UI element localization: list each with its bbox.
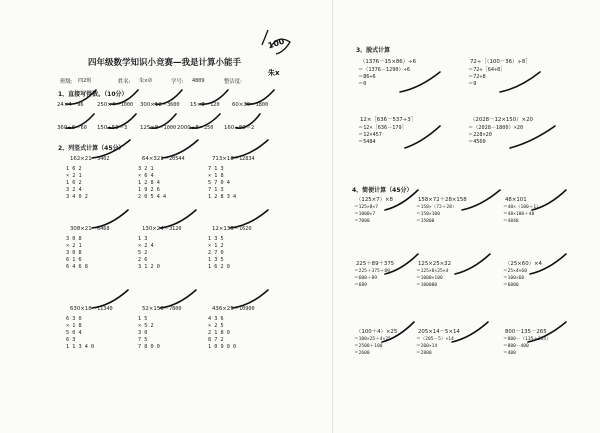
class-value: 四2班 (78, 78, 92, 84)
s2-question: 64×321＝20544 (142, 156, 185, 162)
s2-work-line: × 5 2 (138, 323, 154, 329)
check-mark-stroke (510, 126, 555, 148)
s4-work-line: ＝1000×100 (416, 276, 443, 281)
s2-work-line: 6 3 (66, 337, 76, 343)
s1-item-3: 300×12＝3600 (140, 102, 180, 108)
check-mark-stroke (160, 290, 196, 308)
s2-work-line: 3 0 (138, 330, 148, 336)
s2-work-line: 1 6 2 (66, 180, 82, 186)
s2-work-line: × 2 5 (208, 323, 224, 329)
s2-work-line: 3 2 1 (138, 166, 154, 172)
s4-work-line: ＝689 (354, 283, 367, 288)
grader-scribble (262, 30, 290, 54)
s4-work-line: ＝100000 (416, 283, 438, 288)
name-label: 姓名: (118, 79, 131, 85)
s2-work-line: 2 1 8 0 (208, 330, 230, 336)
s4-work-line: ＝125×8×7 (354, 205, 378, 210)
s2-work-line: 6 1 6 (66, 257, 82, 263)
s2-work-line: 5 7 0 4 (208, 180, 230, 186)
s2-work-line: 6 4 6 8 (66, 264, 88, 270)
grader-initial: 朱x (268, 69, 280, 77)
check-mark-stroke (385, 254, 418, 274)
s2-work-line: 1 3 5 (208, 257, 224, 263)
s1-item-5: 60×30＝1800 (232, 102, 269, 108)
score-mark: 100 (266, 36, 286, 51)
s4-work-line: ＝158×（72＋28） (416, 205, 457, 210)
s1-item-7: 150÷50＝3 (97, 125, 128, 131)
check-mark-stroke (92, 290, 128, 308)
s2-work-line: 2 0 5 4 4 (138, 194, 167, 200)
check-mark-stroke (66, 114, 94, 128)
s3-question: （2028－12×150）×20 (470, 117, 533, 123)
s4-work-line: ＝7000 (354, 219, 370, 224)
s2-work-line: 3 4 0 2 (66, 194, 88, 200)
check-mark-stroke (162, 140, 198, 158)
name-value: 朱x章 (139, 78, 153, 84)
check-mark-stroke (190, 114, 220, 128)
check-mark-stroke (382, 322, 414, 342)
s2-work-line: 2 7 0 (208, 250, 224, 256)
check-mark-stroke (232, 290, 268, 308)
s3-work-line: ＝72÷［64÷8］ (468, 67, 506, 73)
s3-work-line: ＝5484 (358, 139, 376, 145)
s2-work-line: 8 7 2 (208, 337, 224, 343)
s2-work-line: 7 1 3 (208, 187, 224, 193)
s2-work-line: 5 2 (138, 250, 148, 256)
s4-question: 48×101 (505, 197, 527, 203)
s2-work-line: 1 2 8 4 (138, 180, 160, 186)
s2-work-line: × 6 4 (138, 173, 154, 179)
s1-item-8: 125×8＝1000 (140, 125, 177, 131)
s1-item-2: 250×4＝1000 (97, 102, 134, 108)
check-mark-stroke (92, 210, 128, 228)
s2-work-line: 4 3 6 (208, 316, 224, 322)
s2-work-line: 5 0 4 (66, 330, 82, 336)
s2-question: 436×25＝10900 (212, 306, 255, 312)
s2-work-line: 7 8 0 0 (138, 344, 160, 350)
s2-work-line: 1 9 2 6 (138, 187, 160, 193)
s2-work-line: 1 6 2 (66, 166, 82, 172)
check-mark-stroke (462, 190, 500, 210)
s4-question: 158×72＋28×158 (418, 197, 467, 203)
s4-question: （25×60）×4 (505, 261, 542, 267)
s4-work-line: ＝（205－5）×14 (416, 337, 454, 342)
s2-work-line: × 2 4 (138, 243, 154, 249)
s4-work-line: ＝158×100 (416, 212, 440, 217)
s4-work-line: ＝1000×7 (354, 212, 376, 217)
student-id-label: 学号: (171, 79, 184, 85)
s2-question: 630×18＝11340 (70, 306, 113, 312)
s4-work-line: ＝15800 (416, 219, 435, 224)
s2-work-line: 1 2 8 3 4 (208, 194, 237, 200)
check-mark-stroke (500, 72, 540, 92)
check-mark-stroke (236, 114, 260, 128)
s3-work-line: ＝0 (358, 81, 367, 87)
s4-work-line: ＝48×（100＋1） (503, 205, 541, 210)
s2-work-line: 1 3 5 (208, 236, 224, 242)
check-mark-stroke (528, 322, 566, 342)
s2-question: 52×150＝7800 (142, 306, 182, 312)
s4-question: （125×7）×8 (356, 197, 393, 203)
check-mark-stroke (110, 90, 138, 104)
s4-question: （100＋4）×25 (356, 329, 398, 335)
student-id-value: 4809 (192, 78, 205, 84)
s2-work-line: 7 5 (138, 337, 148, 343)
s4-work-line: ＝100×60 (503, 276, 525, 281)
s4-work-line: ＝25×4×60 (503, 269, 527, 274)
s3-work-line: ＝（2028－1800）×20 (468, 125, 524, 131)
s2-work-line: 1 0 9 0 0 (208, 344, 237, 350)
neatness-label: 整洁度: (224, 79, 242, 85)
section2-heading: 2、列竖式计算（45分） (58, 145, 125, 152)
check-mark-stroke (155, 90, 182, 104)
s2-work-line: 3 2 4 (66, 187, 82, 193)
s1-item-1: 24×4＝96 (57, 102, 84, 108)
s2-question: 162×21＝3402 (70, 156, 110, 162)
s2-work-line: 3 0 8 (66, 236, 82, 242)
s1-item-10: 160÷80＝2 (224, 125, 255, 131)
s3-question: 72÷［（100－36）÷8］ (470, 59, 531, 65)
worksheet-title: 四年级数学知识小竞赛—我是计算小能手 (88, 58, 242, 68)
s4-question: 800－135－265 (505, 329, 547, 335)
check-mark-stroke (385, 190, 418, 210)
s2-work-line: × 2 1 (66, 173, 82, 179)
s2-work-line: × 1 8 (66, 323, 82, 329)
s1-item-9: 2000÷8＝250 (177, 125, 214, 131)
s3-work-line: ＝86÷6 (358, 74, 376, 80)
check-mark-stroke (452, 322, 488, 342)
check-mark-stroke (230, 210, 268, 228)
s1-item-6: 360÷6＝60 (57, 125, 87, 131)
s4-work-line: ＝48×100＋48 (503, 212, 535, 217)
s2-work-line: 1 5 (138, 316, 148, 322)
s4-work-line: ＝2800 (416, 351, 432, 356)
check-mark-stroke (400, 72, 440, 92)
s4-work-line: ＝400 (503, 351, 516, 356)
s2-work-line: × 1 8 (208, 173, 224, 179)
s4-work-line: ＝6000 (503, 283, 519, 288)
s3-work-line: ＝4560 (468, 139, 486, 145)
check-mark-stroke (66, 90, 96, 104)
s2-work-line: 7 1 3 (208, 166, 224, 172)
s4-work-line: ＝200×14 (416, 344, 438, 349)
s2-question: 713×18＝12834 (212, 156, 255, 162)
s4-work-line: ＝2600 (354, 351, 370, 356)
s4-question: 225＋89＋375 (356, 261, 395, 267)
s2-work-line: 3 0 8 (66, 250, 82, 256)
s2-work-line: 1 1 3 4 0 (66, 344, 95, 350)
s3-question: （1376－15×86）÷6 (360, 59, 417, 65)
s2-work-line: 1 6 2 0 (208, 264, 230, 270)
check-mark-stroke (405, 126, 440, 148)
s3-work-line: ＝12×457 (358, 132, 382, 138)
check-mark-stroke (246, 90, 274, 104)
s4-question: 205×14－5×14 (418, 329, 460, 335)
s2-work-line: 3 1 2 0 (138, 264, 160, 270)
check-mark-stroke (532, 190, 566, 210)
s2-question: 12×135＝1620 (212, 226, 252, 232)
s4-work-line: ＝600＋89 (354, 276, 378, 281)
check-mark-stroke (200, 90, 228, 104)
s2-work-line: 1 3 (138, 236, 148, 242)
s4-work-line: ＝125×8×25×4 (416, 269, 449, 274)
check-mark-stroke (160, 210, 196, 228)
check-mark-stroke (232, 140, 268, 158)
s4-work-line: ＝4848 (503, 219, 519, 224)
check-mark-stroke (530, 254, 566, 274)
s2-question: 130×24＝3120 (142, 226, 182, 232)
s2-work-line: × 1 2 (208, 243, 224, 249)
s2-work-line: 6 3 0 (66, 316, 82, 322)
s3-work-line: ＝12×［636－179］ (358, 125, 407, 131)
s1-item-4: 15×8＝120 (190, 102, 220, 108)
s4-work-line: ＝225＋375＋89 (354, 269, 390, 274)
s3-work-line: ＝（1376－1290）÷6 (358, 67, 410, 73)
s2-work-line: 2 6 (138, 257, 148, 263)
check-mark-stroke (92, 140, 130, 158)
check-mark-stroke (455, 254, 490, 274)
s3-work-line: ＝228×20 (468, 132, 492, 138)
check-mark-stroke (108, 114, 136, 128)
s2-work-line: × 2 1 (66, 243, 82, 249)
s4-work-line: ＝100×25＋4×25 (354, 337, 391, 342)
s3-work-line: ＝9 (468, 81, 477, 87)
s4-work-line: ＝800－（135＋265） (503, 337, 551, 342)
section1-heading: 1、直接写得数。（10分） (58, 91, 128, 98)
check-mark-stroke (150, 114, 176, 128)
s3-question: 12×［636－537÷3］ (360, 117, 417, 123)
class-label: 班级: (60, 79, 73, 85)
section4-heading: 4、简便计算（45分） (352, 187, 413, 194)
s4-question: 125×25×32 (418, 261, 452, 267)
s4-work-line: ＝2500＋100 (354, 344, 383, 349)
s2-question: 308×21＝6468 (70, 226, 110, 232)
s3-work-line: ＝72÷8 (468, 74, 486, 80)
s4-work-line: ＝800－400 (503, 344, 529, 349)
section3-heading: 3、脱式计算 (356, 47, 391, 54)
